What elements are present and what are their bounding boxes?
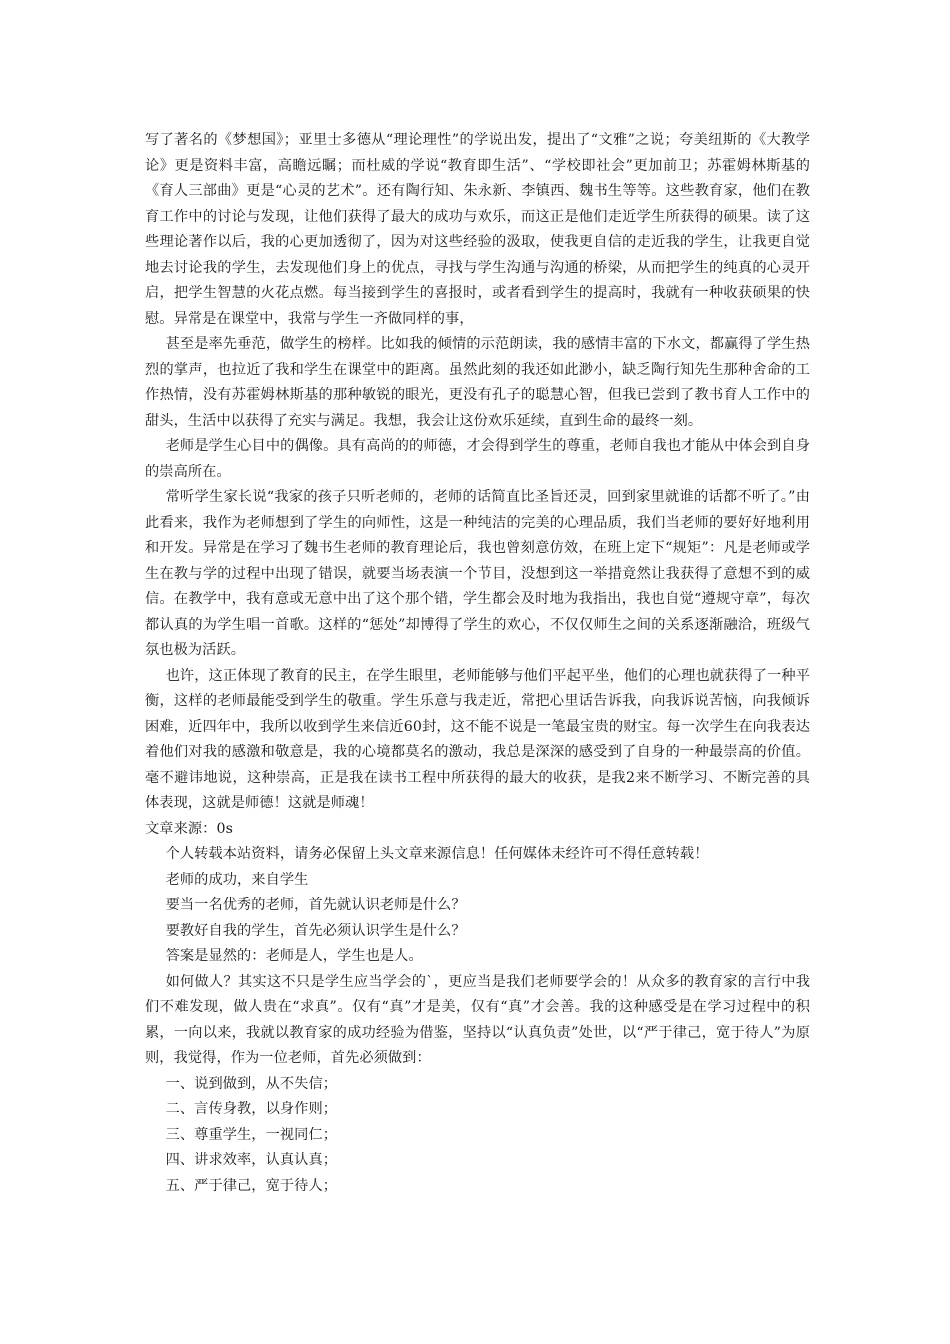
question-line-1: 要当一名优秀的老师，首先就认识老师是什么？ (165, 897, 466, 913)
question-line-2: 要教好自我的学生，首先必须认识学生是什么？ (165, 922, 466, 939)
paragraph-3: 老师是学生心目中的偶像。具有高尚的的师德，才会得到学生的尊重，老师自我也才能从中体会到自身的崇高所在。 (145, 438, 810, 480)
list-item-5: 五、严于律己，宽于待人； (165, 1177, 338, 1194)
section-heading: 老师的成功，来自学生 (165, 871, 309, 888)
paragraph-6: 如何做人？其实这不只是学生应当学会的`，更应当是我们老师要学会的！从众多的教育家的言行中我们不难发现，做人贵在“求真”。仅有“真”才是美，仅有“真”才会善。我的这种感受是在学习过程中的积累，一向以来，我就以教育家的成功经验为借鉴，坚持以“认真负责”处世，以“严于律己，宽于待人”为原则，我觉得，作为一位老师，首先必须做到： (145, 973, 810, 1066)
list-item-1: 一、说到做到，从不失信； (165, 1075, 338, 1092)
paragraph-4: 常听学生家长说“我家的孩子只听老师的，老师的话简直比圣旨还灵，回到家里就谁的话都不听了。”由此看来，我作为老师想到了学生的向师性，这是一种纯洁的完美的心理品质，我们当老师的要好好地利用和开发。异常是在学习了魏书生老师的教育理论后，我也曾刻意仿效，在班上定下“规矩”：凡是老师或学生在教与学的过程中出现了错误，就要当场表演一个节目，没想到这一举措竟然让我获得了意想不到的威信。在教学中，我有意或无意中出了这个那个错，学生都会及时地为我指出，我也自觉“遵规守章”，每次都认真的为学生唱一首歌。这样的“惩处”却博得了学生的欢心，不仅仅师生之间的关系逐渐融洽，班级气氛也极为活跃。 (145, 489, 810, 658)
list-item-4: 四、讲求效率，认真认真； (165, 1152, 338, 1168)
list-item-3: 三、尊重学生，一视同仁； (165, 1126, 338, 1143)
copyright-notice: 个人转载本站资料，请务必保留上头文章来源信息！任何媒体未经许可不得任意转载！ (165, 846, 709, 862)
source-line: 文章来源：0s (145, 820, 233, 837)
paragraph-1: 写了著名的《梦想国》；亚里士多德从“理论理性”的学说出发，提出了“文雅”之说；夸美纽斯的《大教学论》更是资料丰富，高瞻远瞩；而杜威的学说“教育即生活”、“学校即社会”更加前卫；苏霍姆林斯基的《育人三部曲》更是“心灵的艺术”。还有陶行知、朱永新、李镇西、魏书生等等。这些教育家，他们在教育工作中的讨论与发现，让他们获得了最大的成功与欢乐，而这正是他们走近学生所获得的硕果。读了这些理论著作以后，我的心更加透彻了，因为对这些经验的汲取，使我更自信的走近我的学生，让我更自觉地去讨论我的学生，去发现他们身上的优点，寻找与学生沟通与沟通的桥梁，从而把学生的纯真的心灵开启，把学生智慧的火花点燃。每当接到学生的喜报时，或者看到学生的提高时，我就有一种收获硕果的快慰。异常是在课堂中，我常与学生一齐做同样的事， (145, 132, 810, 327)
list-item-2: 二、言传身教，以身作则； (165, 1101, 338, 1117)
paragraph-5: 也许，这正体现了教育的民主，在学生眼里，老师能够与他们平起平坐，他们的心理也就获得了一种平衡，这样的老师最能受到学生的敬重。学生乐意与我走近，常把心里话告诉我，向我诉说苦恼，向我倾诉困难，近四年中，我所以收到学生来信近60封，这不能不说是一笔最宝贵的财宝。每一次学生在向我表达着他们对我的感激和敬意是，我的心境都莫名的激动，我总是深深的感受到了自身的一种最崇高的价值。毫不避讳地说，这种崇高，正是我在读书工程中所获得的最大的收获，是我2来不断学习、不断完善的具体表现，这就是师德！这就是师魂！ (145, 667, 810, 811)
paragraph-2: 甚至是率先垂范，做学生的榜样。比如我的倾情的示范朗读，我的感情丰富的下水文，都赢得了学生热烈的掌声，也拉近了我和学生在课堂中的距离。虽然此刻的我还如此渺小，缺乏陶行知先生那种舍命的工作热情，没有苏霍姆林斯基的那种敏锐的眼光，更没有孔子的聪慧心智，但我已尝到了教书育人工作中的甜头，生活中以获得了充实与满足。我想，我会让这份欢乐延续，直到生命的最终一刻。 (145, 336, 810, 429)
document-body (145, 128, 810, 1199)
answer-line: 答案是显然的：老师是人，学生也是人。 (165, 948, 423, 964)
